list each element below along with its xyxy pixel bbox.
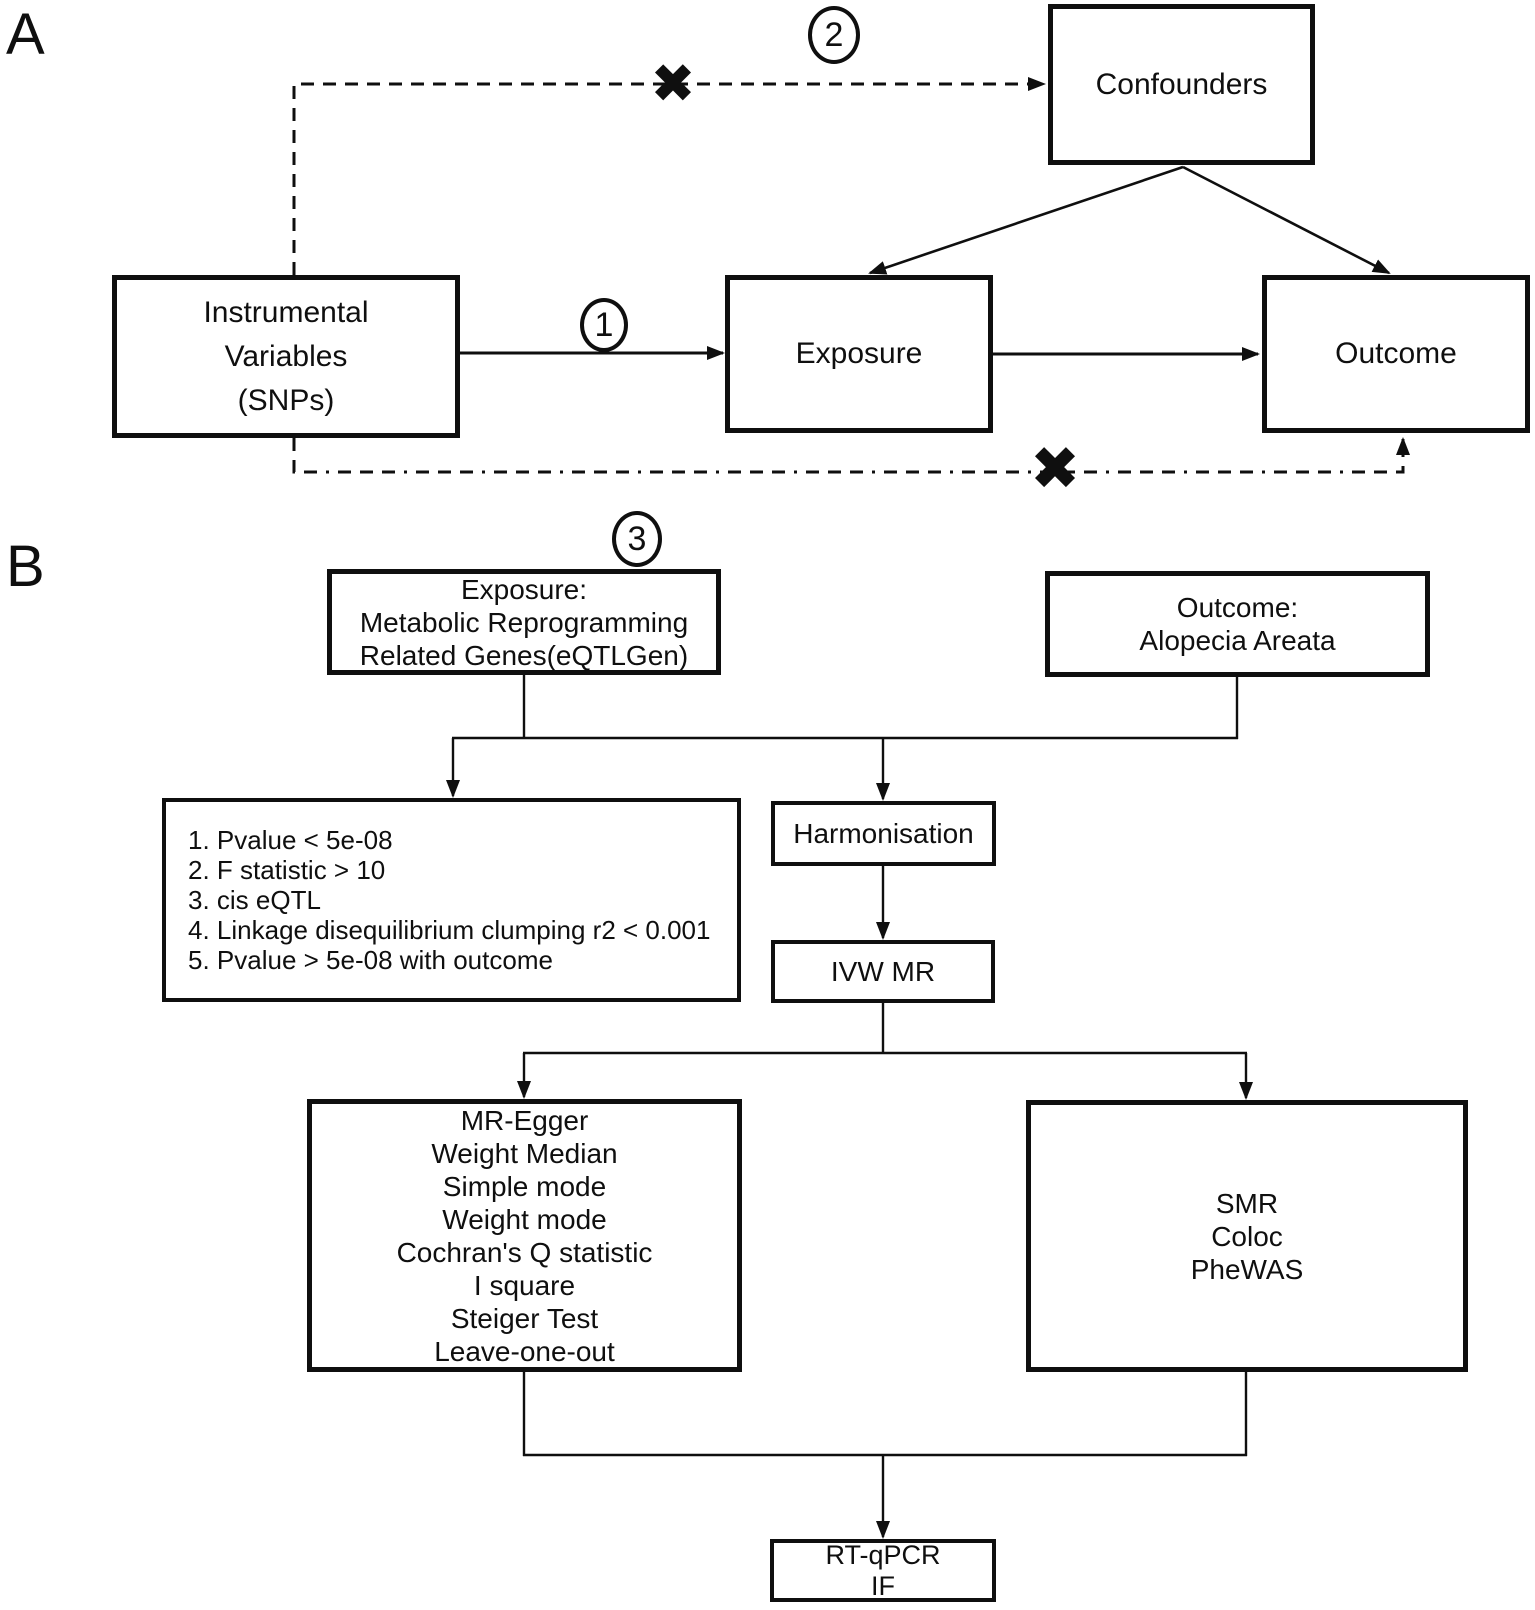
sensitivity-line-7: Steiger Test xyxy=(450,1302,599,1334)
snp-filter-2: 2. F statistic > 10 xyxy=(188,855,386,885)
snp-filter-5: 5. Pvalue > 5e-08 with outcome xyxy=(188,945,553,975)
instrumental-variables-box xyxy=(112,275,460,438)
assumption-2-number: 2 xyxy=(824,15,844,54)
confounders-box xyxy=(1048,4,1315,165)
smr-line-2: Coloc xyxy=(1211,1220,1283,1252)
outcome-source-line-2: Alopecia Areata xyxy=(1139,625,1336,656)
sensitivity-line-8: Leave-one-out xyxy=(434,1335,615,1367)
assumption-3-number: 3 xyxy=(627,519,647,558)
sensitivity-line-5: Cochran's Q statistic xyxy=(396,1236,653,1268)
validation-box xyxy=(770,1539,996,1602)
smr-coloc-phewas-box xyxy=(1026,1100,1468,1372)
assumption-1-number: 1 xyxy=(594,305,614,344)
cross-icon: ✖ xyxy=(1029,434,1081,504)
confounders-to-exposure-arrow xyxy=(870,167,1183,273)
outcome-source-line-1: Outcome: xyxy=(1176,592,1299,623)
harmonisation-label: Harmonisation xyxy=(793,818,974,849)
dashed-iv-to-outcome-line xyxy=(294,438,1403,472)
assumption-2-badge xyxy=(808,6,860,64)
outcome-box xyxy=(1262,275,1530,433)
sensitivity-line-6: I square xyxy=(473,1269,576,1301)
assumption-3-badge xyxy=(612,511,662,567)
panel-b-label: B xyxy=(6,534,45,599)
panel-a-label: A xyxy=(6,2,45,67)
exposure-source-line-1: Exposure: xyxy=(460,573,588,605)
sensitivity-line-4: Weight mode xyxy=(442,1203,607,1235)
exposure-label: Exposure xyxy=(795,337,923,370)
exposure-source-line-3: Related Genes(eQTLGen) xyxy=(359,639,689,671)
sensitivity-analyses-box xyxy=(307,1099,742,1372)
exposure-source-line-2: Metabolic Reprogramming xyxy=(359,606,689,638)
validation-line-1: RT-qPCR xyxy=(825,1539,941,1570)
confounders-to-outcome-arrow xyxy=(1183,167,1389,273)
iv-line-3: (SNPs) xyxy=(237,383,335,417)
ivw-mr-box xyxy=(771,940,995,1003)
snp-filters-box xyxy=(162,798,741,1002)
iv-line-2: Variables xyxy=(224,339,348,373)
snp-filter-1: 1. Pvalue < 5e-08 xyxy=(188,825,393,855)
snp-filter-4: 4. Linkage disequilibrium clumping r2 < 0.001 xyxy=(188,915,711,945)
harmonisation-box xyxy=(771,801,996,866)
smr-line-1: SMR xyxy=(1215,1187,1279,1219)
outcome-source-box xyxy=(1045,571,1430,677)
sensitivity-line-3: Simple mode xyxy=(442,1170,607,1202)
sensitivity-line-1: MR-Egger xyxy=(460,1104,589,1136)
outcome-label: Outcome xyxy=(1335,337,1457,370)
exposure-box xyxy=(725,275,993,433)
confounders-label: Confounders xyxy=(1095,67,1268,101)
iv-line-1: Instrumental xyxy=(203,295,369,329)
assumption-1-badge xyxy=(580,298,628,352)
ivw-mr-label: IVW MR xyxy=(830,956,936,987)
sensitivity-line-2: Weight Median xyxy=(431,1137,618,1169)
cross-icon: ✖ xyxy=(650,52,696,115)
snp-filter-3: 3. cis eQTL xyxy=(188,885,321,915)
exposure-source-box xyxy=(327,569,721,675)
smr-line-3: PheWAS xyxy=(1190,1253,1304,1285)
validation-line-2: IF xyxy=(871,1570,895,1601)
